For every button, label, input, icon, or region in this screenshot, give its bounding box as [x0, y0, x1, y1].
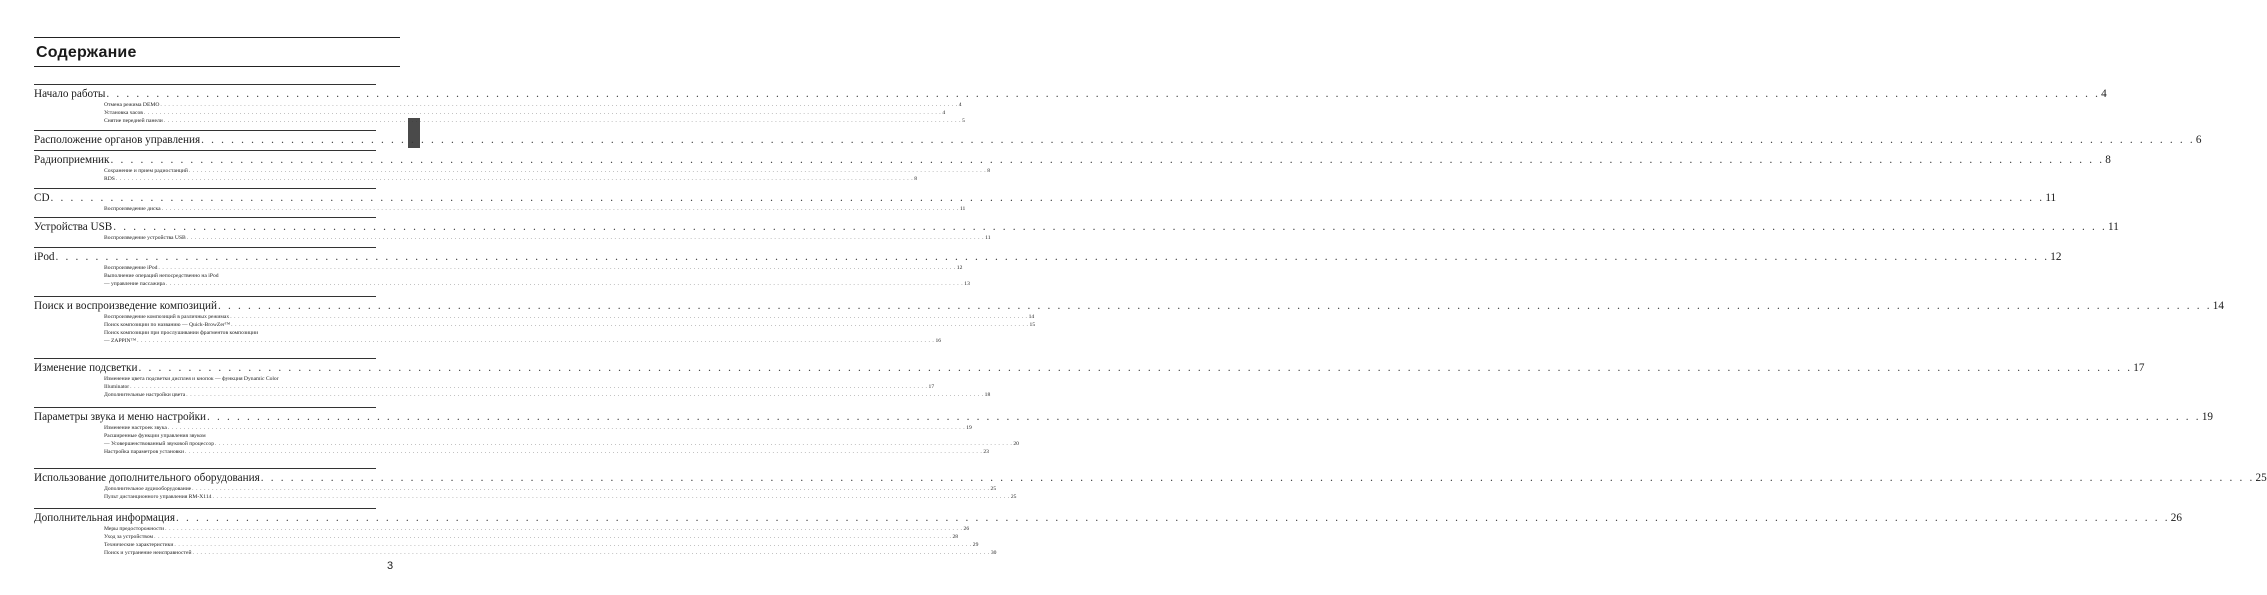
toc-section-entry[interactable] — [34, 220, 2119, 234]
toc-subsection-entry[interactable] — [34, 448, 989, 456]
toc-subsection-entry[interactable] — [34, 109, 946, 117]
toc-section — [34, 84, 2107, 125]
toc-subsection-title: Воспроизведение композиций в различных режимах — [104, 314, 230, 320]
toc-section-entry[interactable] — [34, 410, 2213, 424]
toc-subsection-title: Установка часов — [104, 110, 143, 116]
toc-subsection-entry[interactable] — [34, 383, 935, 391]
leader-dots: . . . . . . . . . . . . . . . . . . . . . . . . . . . . . . . . . . . . . . . . . . . . . . . . . . . . . . . . . . . . . . . . . . . . . . . . . . . . . . . . . . . . . . . . . . . . . . . . . . . . . . . . . . . . . . . . . . . . . . . . . . . . . . . . . . . . . . . . . . . . . . . . . . . . . . . . . . . . . . . . . . . . . . . . . . . . . . . . . . . . . . . . . . . . . . . . . . . . . . . . — [230, 314, 1028, 320]
leader-dots: . . . . . . . . . . . . . . . . . . . . . . . . . . . . . . . . . . . . . . . . . . . . . . . . . . . . . . . . . . . . . . . . . . . . . . . . . . . . . . . . . . . . . . . . . . . . . . . . . . . . . . . . . . . . . . . . . . . . . . . . . . . . . . . . . . . . . . . . . . . . . . . . . . . . . . . . . . . . . . . . . . . . . . . . . . . . . . . . . . . . . . . . . . . . . . . . . . . . . . . . — [165, 281, 964, 287]
toc-section-title: Изменение подсветки — [34, 362, 138, 374]
section-divider — [34, 84, 376, 85]
toc-subsection-page: 8 — [914, 176, 918, 182]
toc-subsection-entry[interactable] — [34, 375, 376, 383]
leader-dots: . . . . . . . . . . . . . . . . . . . . . . . . . . . . . . . . . . . . . . . . . . . . . . . . . . . . . . . . . . . . . . . . . . . . . . . . . . . . . . . . . . . . . . . . . . . . . . . . . . . . . . . . . . . . . . . . . . . . . . . . . . . . . . . . . . . . . . . . . . . . . . . . . . . . . . . . . . . . . . . . . . . . . . . . . . . . . . . . . . . . . . . . . . . . . . . . . . . . . . . . — [231, 322, 1029, 328]
leader-dots: . . . . . . . . . . . . . . . . . . . . . . . . . . . . . . . . . . . . . . . . . . . . . . . . . . . . . . . . . . . . . . . . . . . . . . . . . . . . . . . . . . . . . . . . . . . . . . . . . . . . . . . . . . . . . . . . . . . . . . . . . . . . . . . . . . . . . . . . . . . . . . . . . . . . . . . . . . . . . . . . . . . . . . . . . . . . . . . . . . . . . . . . . . . . . . . . . . . . . . . . — [192, 486, 990, 492]
toc-section-title: Расположение органов управления — [34, 134, 201, 146]
toc-subsection-entry[interactable] — [34, 272, 376, 280]
toc-subsection-entry[interactable] — [34, 549, 997, 557]
toc-subsection-page: 19 — [966, 425, 972, 431]
section-divider — [34, 407, 376, 408]
section-divider — [34, 508, 376, 509]
toc-subsection-entry[interactable] — [34, 440, 1019, 448]
toc-subsection-entry[interactable] — [34, 101, 962, 109]
toc-subsection-page: 30 — [990, 550, 997, 556]
section-divider — [34, 150, 376, 151]
section-divider — [34, 188, 376, 189]
toc-subsection-entry[interactable] — [34, 525, 970, 533]
leader-dots: . . . . . . . . . . . . . . . . . . . . . . . . . . . . . . . . . . . . . . . . . . . . . . . . . . . . . . . . . . . . . . . . . . . . . . . . . . . . . . . . . . . . . . . . . . . . . . . . . . . . . . . . . . . . . . . . . . . . . . . . . . . . . . . . . . . . . . . . . . . . . . . . . . . . . . . . . . . . . . . . . . . . . . . . . . . . . . . . . . . . . . . . . . . . . . . . . . . . . . . . — [161, 206, 959, 212]
toc-section — [34, 296, 2224, 345]
toc-section-entry[interactable] — [34, 250, 2062, 264]
toc-section — [34, 130, 2202, 147]
toc-subsection-page: 25 — [1010, 494, 1017, 500]
toc-section-title: Использование дополнительного оборудования — [34, 472, 260, 484]
toc-section — [34, 247, 2062, 288]
section-divider — [34, 130, 376, 131]
toc-subsection-page: 18 — [984, 392, 991, 398]
toc-subsection-entry[interactable] — [34, 205, 966, 213]
leader-dots: . . . . . . . . . . . . . . . . . . . . . . . . . . . . . . . . . . . . . . . . . . . . . . . . . . . . . . . . . . . . . . . . . . . . . . . . . . . . . . . . . . . . . . . . . . . . . . . . . . . . . . . . . . . . . . . . . . . . . . . . . . . . . . . . . . . . . . . . . . . . . . . . . . . . . . . . . . . . . . . . . . . . . . . . . . . . . . . . . . . . . . . . . . . . . . . . . . . . . . . . — [207, 411, 2201, 423]
leader-dots: . . . . . . . . . . . . . . . . . . . . . . . . . . . . . . . . . . . . . . . . . . . . . . . . . . . . . . . . . . . . . . . . . . . . . . . . . . . . . . . . . . . . . . . . . . . . . . . . . . . . . . . . . . . . . . . . . . . . . . . . . . . . . . . . . . . . . . . . . . . . . . . . . . . . . . . . . . . . . . . . . . . . . . . . . . . . . . . . . . . . . . . . . . . . . . . . . . . . . . . . — [184, 449, 983, 455]
toc-subsection-entry[interactable] — [34, 391, 991, 399]
section-divider — [34, 468, 376, 469]
leader-dots: . . . . . . . . . . . . . . . . . . . . . . . . . . . . . . . . . . . . . . . . . . . . . . . . . . . . . . . . . . . . . . . . . . . . . . . . . . . . . . . . . . . . . . . . . . . . . . . . . . . . . . . . . . . . . . . . . . . . . . . . . . . . . . . . . . . . . . . . . . . . . . . . . . . . . . . . . . . . . . . . . . . . . . . . . . . . . . . . . . . . . . . . . . . . . . . . . . . . . . . . — [163, 118, 962, 124]
toc-section-title: Устройства USB — [34, 221, 113, 233]
leader-dots: . . . . . . . . . . . . . . . . . . . . . . . . . . . . . . . . . . . . . . . . . . . . . . . . . . . . . . . . . . . . . . . . . . . . . . . . . . . . . . . . . . . . . . . . . . . . . . . . . . . . . . . . . . . . . . . . . . . . . . . . . . . . . . . . . . . . . . . . . . . . . . . . . . . . . . . . . . . . . . . . . . . . . . . . . . . . . . . . . . . . . . . . . . . . . . . . . . . . . . . . — [154, 534, 952, 540]
title-rule-bottom — [34, 66, 400, 67]
toc-section-entry[interactable] — [34, 299, 2224, 313]
leader-dots: . . . . . . . . . . . . . . . . . . . . . . . . . . . . . . . . . . . . . . . . . . . . . . . . . . . . . . . . . . . . . . . . . . . . . . . . . . . . . . . . . . . . . . . . . . . . . . . . . . . . . . . . . . . . . . . . . . . . . . . . . . . . . . . . . . . . . . . . . . . . . . . . . . . . . . . . . . . . . . . . . . . . . . . . . . . . . . . . . . . . . . . . . . . . . . . . . . . . . . . . — [137, 338, 935, 344]
toc-subsection-page: 17 — [928, 384, 935, 390]
toc-subsection-title: Уход за устройством — [104, 534, 154, 540]
toc-section-title: Параметры звука и меню настройки — [34, 411, 207, 423]
section-divider — [34, 217, 376, 218]
leader-dots: . . . . . . . . . . . . . . . . . . . . . . . . . . . . . . . . . . . . . . . . . . . . . . . . . . . . . . . . . . . . . . . . . . . . . . . . . . . . . . . . . . . . . . . . . . . . . . . . . . . . . . . . . . . . . . . . . . . . . . . . . . . . . . . . . . . . . . . . . . . . . . . . . . . . . . . . . . . . . . . . . . . . . . . . . . . . . . . . . . . . . . . . . . . . . . . . . . . . . . . . — [186, 392, 984, 398]
toc-subsection-page: 4 — [958, 102, 962, 108]
toc-subsection-page: 4 — [942, 110, 946, 116]
section-divider — [34, 296, 376, 297]
leader-dots: . . . . . . . . . . . . . . . . . . . . . . . . . . . . . . . . . . . . . . . . . . . . . . . . . . . . . . . . . . . . . . . . . . . . . . . . . . . . . . . . . . . . . . . . . . . . . . . . . . . . . . . . . . . . . . . . . . . . . . . . . . . . . . . . . . . . . . . . . . . . . . . . . . . . . . . . . . . . . . . . . . . . . . . . . . . . . . . . . . . . . . . . . . . . . . . . . . . . . . . . — [201, 134, 2195, 146]
toc-subsection-entry[interactable] — [34, 175, 918, 183]
leader-dots: . . . . . . . . . . . . . . . . . . . . . . . . . . . . . . . . . . . . . . . . . . . . . . . . . . . . . . . . . . . . . . . . . . . . . . . . . . . . . . . . . . . . . . . . . . . . . . . . . . . . . . . . . . . . . . . . . . . . . . . . . . . . . . . . . . . . . . . . . . . . . . . . . . . . . . . . . . . . . . . . . . . . . . . . . . . . . . . . . . . . . . . . . . . . . . . . . . . . . . . . — [110, 154, 2105, 166]
toc-subsection-page: 11 — [985, 235, 991, 241]
toc-subsection-title: — управление пассажира — [104, 281, 165, 287]
toc-section-page: 17 — [2133, 362, 2145, 374]
toc-subsection-page: 5 — [962, 118, 965, 124]
toc-subsection-page: 13 — [964, 281, 970, 287]
toc-section — [34, 217, 2119, 242]
toc-subsection-title: Воспроизведение iPod — [104, 265, 158, 271]
toc-subsection-entry[interactable] — [34, 493, 1017, 501]
toc-subsection-page: 16 — [935, 338, 942, 344]
toc-subsection-page: 12 — [956, 265, 963, 271]
toc-subsection-title: Поиск и устранение неисправностей — [104, 550, 192, 556]
toc-section-title: Поиск и воспроизведение композиций — [34, 300, 217, 312]
toc-subsection-page: 14 — [1028, 314, 1035, 320]
toc-subsection-title: Дополнительное аудиооборудование — [104, 486, 192, 492]
toc-subsection-title: Выполнение операций непосредственно на iPod — [104, 273, 219, 279]
toc-section — [34, 468, 2267, 501]
toc-subsection-entry[interactable] — [34, 321, 1036, 329]
toc-section-title: iPod — [34, 251, 55, 263]
toc-section — [34, 150, 2111, 183]
toc-subsection-title: Настройка параметров установки — [104, 449, 184, 455]
toc-subsection-title: Расширенные функции управления звуком — [104, 433, 206, 439]
toc-subsection-entry[interactable] — [34, 424, 972, 432]
toc-section-entry[interactable] — [34, 133, 2202, 147]
toc-section-page: 26 — [2170, 512, 2182, 524]
toc-subsection-title: Технические характеристики — [104, 542, 174, 548]
toc-subsection-title: Сохранение и прием радиостанций — [104, 168, 188, 174]
toc-subsection-title: Поиск композиции по названию — Quick-BrowZer™ — [104, 322, 231, 328]
leader-dots: . . . . . . . . . . . . . . . . . . . . . . . . . . . . . . . . . . . . . . . . . . . . . . . . . . . . . . . . . . . . . . . . . . . . . . . . . . . . . . . . . . . . . . . . . . . . . . . . . . . . . . . . . . . . . . . . . . . . . . . . . . . . . . . . . . . . . . . . . . . . . . . . . . . . . . . . . . . . . . . . . . . . . . . . . . . . . . . . . . . . . . . . . . . . . . . . . . . . . . . . — [212, 494, 1010, 500]
leader-dots: . . . . . . . . . . . . . . . . . . . . . . . . . . . . . . . . . . . . . . . . . . . . . . . . . . . . . . . . . . . . . . . . . . . . . . . . . . . . . . . . . . . . . . . . . . . . . . . . . . . . . . . . . . . . . . . . . . . . . . . . . . . . . . . . . . . . . . . . . . . . . . . . . . . . . . . . . . . . . . . . . . . . . . . . . . . . . . . . . . . . . . . . . . . . . . . . . . . . . . . . — [215, 441, 1013, 447]
toc-subsection-page: 15 — [1029, 322, 1036, 328]
toc-section-title: Начало работы — [34, 88, 106, 100]
leader-dots: . . . . . . . . . . . . . . . . . . . . . . . . . . . . . . . . . . . . . . . . . . . . . . . . . . . . . . . . . . . . . . . . . . . . . . . . . . . . . . . . . . . . . . . . . . . . . . . . . . . . . . . . . . . . . . . . . . . . . . . . . . . . . . . . . . . . . . . . . . . . . . . . . . . . . . . . . . . . . . . . . . . . . . . . . . . . . . . . . . . . . . . . . . . . . . . . . . . . . . . . — [167, 425, 966, 431]
toc-section-entry[interactable] — [34, 191, 2057, 205]
toc-subsection-entry[interactable] — [34, 234, 991, 242]
leader-dots: . . . . . . . . . . . . . . . . . . . . . . . . . . . . . . . . . . . . . . . . . . . . . . . . . . . . . . . . . . . . . . . . . . . . . . . . . . . . . . . . . . . . . . . . . . . . . . . . . . . . . . . . . . . . . . . . . . . . . . . . . . . . . . . . . . . . . . . . . . . . . . . . . . . . . . . . . . . . . . . . . . . . . . . . . . . . . . . . . . . . . . . . . . . . . . . . . . . . . . . . — [175, 512, 2170, 524]
leader-dots: . . . . . . . . . . . . . . . . . . . . . . . . . . . . . . . . . . . . . . . . . . . . . . . . . . . . . . . . . . . . . . . . . . . . . . . . . . . . . . . . . . . . . . . . . . . . . . . . . . . . . . . . . . . . . . . . . . . . . . . . . . . . . . . . . . . . . . . . . . . . . . . . . . . . . . . . . . . . . . . . . . . . . . . . . . . . . . . . . . . . . . . . . . . . . . . . . . . . . . . . — [260, 472, 2255, 484]
toc-section-page: 14 — [2212, 300, 2224, 312]
leader-dots: . . . . . . . . . . . . . . . . . . . . . . . . . . . . . . . . . . . . . . . . . . . . . . . . . . . . . . . . . . . . . . . . . . . . . . . . . . . . . . . . . . . . . . . . . . . . . . . . . . . . . . . . . . . . . . . . . . . . . . . . . . . . . . . . . . . . . . . . . . . . . . . . . . . . . . . . . . . . . . . . . . . . . . . . . . . . . . . . . . . . . . . . . . . . . . . . . . . . . . . . — [186, 235, 985, 241]
toc-subsection-entry[interactable] — [34, 533, 959, 541]
leader-dots: . . . . . . . . . . . . . . . . . . . . . . . . . . . . . . . . . . . . . . . . . . . . . . . . . . . . . . . . . . . . . . . . . . . . . . . . . . . . . . . . . . . . . . . . . . . . . . . . . . . . . . . . . . . . . . . . . . . . . . . . . . . . . . . . . . . . . . . . . . . . . . . . . . . . . . . . . . . . . . . . . . . . . . . . . . . . . . . . . . . . . . . . . . . . . . . . . . . . . . . . — [192, 550, 990, 556]
section-divider — [34, 247, 376, 248]
toc-subsection-entry[interactable] — [34, 337, 942, 345]
toc-subsection-entry[interactable] — [34, 541, 979, 549]
toc-subsection-page: 20 — [1013, 441, 1019, 447]
toc-section-title: Дополнительная информация — [34, 512, 175, 524]
leader-dots: . . . . . . . . . . . . . . . . . . . . . . . . . . . . . . . . . . . . . . . . . . . . . . . . . . . . . . . . . . . . . . . . . . . . . . . . . . . . . . . . . . . . . . . . . . . . . . . . . . . . . . . . . . . . . . . . . . . . . . . . . . . . . . . . . . . . . . . . . . . . . . . . . . . . . . . . . . . . . . . . . . . . . . . . . . . . . . . . . . . . . . . . . . . . . . . . . . . . . . . . — [165, 526, 963, 532]
toc-subsection-page: 28 — [952, 534, 959, 540]
toc-subsection-entry[interactable] — [34, 117, 965, 125]
page-title: Содержание — [36, 44, 137, 61]
toc-subsection-title: Снятие передней панели — [104, 118, 163, 124]
toc-subsection-entry[interactable] — [34, 264, 963, 272]
toc-subsection-page: 8 — [987, 168, 991, 174]
toc-subsection-page: 11 — [959, 206, 966, 212]
toc-subsection-page: 23 — [983, 449, 989, 455]
leader-dots: . . . . . . . . . . . . . . . . . . . . . . . . . . . . . . . . . . . . . . . . . . . . . . . . . . . . . . . . . . . . . . . . . . . . . . . . . . . . . . . . . . . . . . . . . . . . . . . . . . . . . . . . . . . . . . . . . . . . . . . . . . . . . . . . . . . . . . . . . . . . . . . . . . . . . . . . . . . . . . . . . . . . . . . . . . . . . . . . . . . . . . . . . . . . . . . . . . . . . . . . — [55, 251, 2050, 263]
toc-section-page: 6 — [2195, 134, 2202, 146]
toc-section-page: 11 — [2045, 192, 2057, 204]
page-number: 3 — [387, 560, 394, 572]
leader-dots: . . . . . . . . . . . . . . . . . . . . . . . . . . . . . . . . . . . . . . . . . . . . . . . . . . . . . . . . . . . . . . . . . . . . . . . . . . . . . . . . . . . . . . . . . . . . . . . . . . . . . . . . . . . . . . . . . . . . . . . . . . . . . . . . . . . . . . . . . . . . . . . . . . . . . . . . . . . . . . . . . . . . . . . . . . . . . . . . . . . . . . . . . . . . . . . . . . . . . . . . — [130, 384, 928, 390]
toc-subsection-entry[interactable] — [34, 313, 1035, 321]
leader-dots: . . . . . . . . . . . . . . . . . . . . . . . . . . . . . . . . . . . . . . . . . . . . . . . . . . . . . . . . . . . . . . . . . . . . . . . . . . . . . . . . . . . . . . . . . . . . . . . . . . . . . . . . . . . . . . . . . . . . . . . . . . . . . . . . . . . . . . . . . . . . . . . . . . . . . . . . . . . . . . . . . . . . . . . . . . . . . . . . . . . . . . . . . . . . . . . . . . . . . . . . — [174, 542, 972, 548]
toc-section-page: 25 — [2255, 472, 2267, 484]
leader-dots: . . . . . . . . . . . . . . . . . . . . . . . . . . . . . . . . . . . . . . . . . . . . . . . . . . . . . . . . . . . . . . . . . . . . . . . . . . . . . . . . . . . . . . . . . . . . . . . . . . . . . . . . . . . . . . . . . . . . . . . . . . . . . . . . . . . . . . . . . . . . . . . . . . . . . . . . . . . . . . . . . . . . . . . . . . . . . . . . . . . . . . . . . . . . . . . . . . . . . . . . — [138, 362, 2133, 374]
toc-section-entry[interactable] — [34, 511, 2182, 525]
leader-dots: . . . . . . . . . . . . . . . . . . . . . . . . . . . . . . . . . . . . . . . . . . . . . . . . . . . . . . . . . . . . . . . . . . . . . . . . . . . . . . . . . . . . . . . . . . . . . . . . . . . . . . . . . . . . . . . . . . . . . . . . . . . . . . . . . . . . . . . . . . . . . . . . . . . . . . . . . . . . . . . . . . . . . . . . . . . . . . . . . . . . . . . . . . . . . . . . . . . . . . . . — [106, 88, 2101, 100]
toc-subsection-title: — Усовершенствованный звуковой процессор — [104, 441, 214, 447]
leader-dots: . . . . . . . . . . . . . . . . . . . . . . . . . . . . . . . . . . . . . . . . . . . . . . . . . . . . . . . . . . . . . . . . . . . . . . . . . . . . . . . . . . . . . . . . . . . . . . . . . . . . . . . . . . . . . . . . . . . . . . . . . . . . . . . . . . . . . . . . . . . . . . . . . . . . . . . . . . . . . . . . . . . . . . . . . . . . . . . . . . . . . . . . . . . . . . . . . . . . . . . . — [188, 168, 987, 174]
toc-section-title: CD — [34, 192, 50, 204]
toc-subsection-entry[interactable] — [34, 280, 970, 288]
toc-subsection-page: 29 — [972, 542, 979, 548]
leader-dots: . . . . . . . . . . . . . . . . . . . . . . . . . . . . . . . . . . . . . . . . . . . . . . . . . . . . . . . . . . . . . . . . . . . . . . . . . . . . . . . . . . . . . . . . . . . . . . . . . . . . . . . . . . . . . . . . . . . . . . . . . . . . . . . . . . . . . . . . . . . . . . . . . . . . . . . . . . . . . . . . . . . . . . . . . . . . . . . . . . . . . . . . . . . . . . . . . . . . . . . . — [160, 102, 958, 108]
toc-subsection-title: Отмена режима DEMO — [104, 102, 160, 108]
toc-section-entry[interactable] — [34, 471, 2267, 485]
toc-section-page: 11 — [2108, 221, 2119, 233]
toc-subsection-page: 25 — [990, 486, 997, 492]
toc-subsection-title: Пульт дистанционного управления RM-X114 — [104, 494, 212, 500]
toc-subsection-title: Меры предосторожности — [104, 526, 165, 532]
toc-subsection-title: Дополнительные настройки цвета — [104, 392, 186, 398]
toc-section-page: 19 — [2201, 411, 2213, 423]
toc-subsection-title: Изменение цвета подсветки дисплея и кнопок — функция Dynamic Color — [104, 376, 279, 382]
toc-section-entry[interactable] — [34, 87, 2107, 101]
toc-subsection-title: Поиск композиции при прослушивании фрагментов композиции — [104, 330, 259, 336]
toc-subsection-page: 26 — [963, 526, 970, 532]
leader-dots: . . . . . . . . . . . . . . . . . . . . . . . . . . . . . . . . . . . . . . . . . . . . . . . . . . . . . . . . . . . . . . . . . . . . . . . . . . . . . . . . . . . . . . . . . . . . . . . . . . . . . . . . . . . . . . . . . . . . . . . . . . . . . . . . . . . . . . . . . . . . . . . . . . . . . . . . . . . . . . . . . . . . . . . . . . . . . . . . . . . . . . . . . . . . . . . . . . . . . . . . — [113, 221, 2108, 233]
toc-section-entry[interactable] — [34, 153, 2111, 167]
toc-section — [34, 407, 2213, 456]
toc-section — [34, 508, 2182, 557]
leader-dots: . . . . . . . . . . . . . . . . . . . . . . . . . . . . . . . . . . . . . . . . . . . . . . . . . . . . . . . . . . . . . . . . . . . . . . . . . . . . . . . . . . . . . . . . . . . . . . . . . . . . . . . . . . . . . . . . . . . . . . . . . . . . . . . . . . . . . . . . . . . . . . . . . . . . . . . . . . . . . . . . . . . . . . . . . . . . . . . . . . . . . . . . . . . . . . . . . . . . . . . . — [217, 300, 2212, 312]
toc-section — [34, 358, 2145, 399]
toc-section — [34, 188, 2057, 213]
toc-section-page: 8 — [2105, 154, 2111, 166]
leader-dots: . . . . . . . . . . . . . . . . . . . . . . . . . . . . . . . . . . . . . . . . . . . . . . . . . . . . . . . . . . . . . . . . . . . . . . . . . . . . . . . . . . . . . . . . . . . . . . . . . . . . . . . . . . . . . . . . . . . . . . . . . . . . . . . . . . . . . . . . . . . . . . . . . . . . . . . . . . . . . . . . . . . . . . . . . . . . . . . . . . . . . . . . . . . . . . . . . . . . . . . . — [115, 176, 914, 182]
section-divider — [34, 358, 376, 359]
toc-subsection-entry[interactable] — [34, 167, 991, 175]
toc-subsection-entry[interactable] — [34, 329, 376, 337]
toc-section-entry[interactable] — [34, 361, 2145, 375]
toc-subsection-title: RDS — [104, 176, 115, 182]
toc-subsection-title: — ZAPPIN™ — [104, 338, 137, 344]
leader-dots: . . . . . . . . . . . . . . . . . . . . . . . . . . . . . . . . . . . . . . . . . . . . . . . . . . . . . . . . . . . . . . . . . . . . . . . . . . . . . . . . . . . . . . . . . . . . . . . . . . . . . . . . . . . . . . . . . . . . . . . . . . . . . . . . . . . . . . . . . . . . . . . . . . . . . . . . . . . . . . . . . . . . . . . . . . . . . . . . . . . . . . . . . . . . . . . . . . . . . . . . — [158, 265, 956, 271]
toc-section-title: Радиоприемник — [34, 154, 110, 166]
toc-subsection-title: Воспроизведение диска — [104, 206, 161, 212]
toc-section-page: 4 — [2101, 88, 2107, 100]
toc-subsection-title: Изменение настроек звука — [104, 425, 167, 431]
toc-subsection-title: Воспроизведение устройства USB — [104, 235, 186, 241]
leader-dots: . . . . . . . . . . . . . . . . . . . . . . . . . . . . . . . . . . . . . . . . . . . . . . . . . . . . . . . . . . . . . . . . . . . . . . . . . . . . . . . . . . . . . . . . . . . . . . . . . . . . . . . . . . . . . . . . . . . . . . . . . . . . . . . . . . . . . . . . . . . . . . . . . . . . . . . . . . . . . . . . . . . . . . . . . . . . . . . . . . . . . . . . . . . . . . . . . . . . . . . . — [50, 192, 2045, 204]
toc-subsection-entry[interactable] — [34, 432, 376, 440]
toc-subsection-title: Illuminator — [104, 384, 130, 390]
title-rule-top — [34, 37, 400, 38]
toc-section-page: 12 — [2050, 251, 2062, 263]
leader-dots: . . . . . . . . . . . . . . . . . . . . . . . . . . . . . . . . . . . . . . . . . . . . . . . . . . . . . . . . . . . . . . . . . . . . . . . . . . . . . . . . . . . . . . . . . . . . . . . . . . . . . . . . . . . . . . . . . . . . . . . . . . . . . . . . . . . . . . . . . . . . . . . . . . . . . . . . . . . . . . . . . . . . . . . . . . . . . . . . . . . . . . . . . . . . . . . . . . . . . . . . — [143, 110, 942, 116]
toc-subsection-entry[interactable] — [34, 485, 997, 493]
